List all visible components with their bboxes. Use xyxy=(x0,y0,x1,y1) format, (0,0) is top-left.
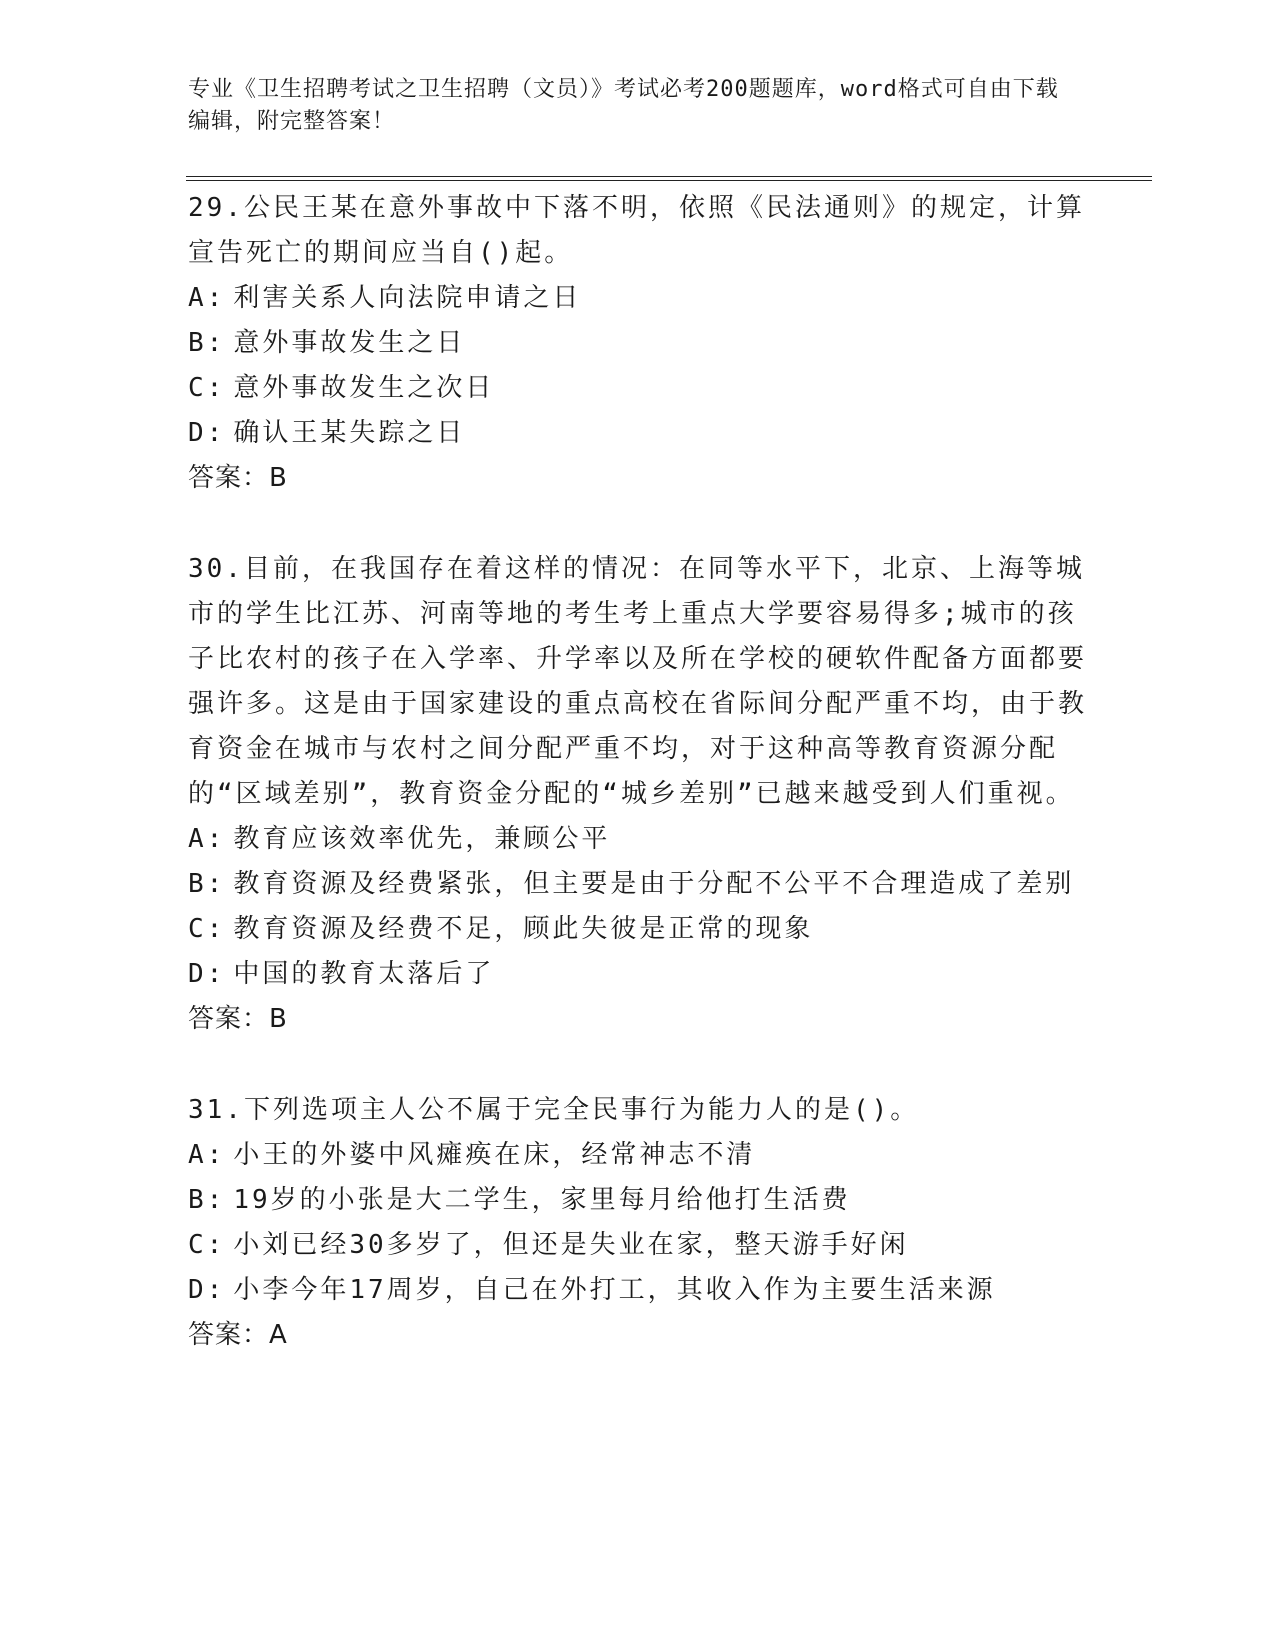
option-text: 19岁的小张是大二学生，家里每月给他打生活费 xyxy=(233,1185,851,1215)
question-list xyxy=(188,186,1088,1404)
option-key: A: xyxy=(188,283,226,313)
header-divider xyxy=(186,176,1152,181)
question-stem: 30.目前，在我国存在着这样的情况：在同等水平下，北京、上海等城市的学生比江苏、河南等地的考生考上重点大学要容易得多;城市的孩子比农村的孩子在入学率、升学率以及所在学校的硬软件配备方面都要强许多。这是由于国家建设的重点高校在省际间分配严重不均，由于教育资金在城市与农村之间分配严重不均，对于这种高等教育资源分配的“区域差别”，教育资金分配的“城乡差别”已越来越受到人们重视。 xyxy=(188,554,1088,809)
option-text: 确认王某失踪之日 xyxy=(233,418,466,448)
option-c xyxy=(188,366,1088,411)
option-key: B: xyxy=(188,869,226,899)
option-text: 教育资源及经费紧张，但主要是由于分配不公平不合理造成了差别 xyxy=(233,869,1075,899)
option-b xyxy=(188,862,1088,907)
option-text: 教育应该效率优先，兼顾公平 xyxy=(233,824,611,854)
option-text: 意外事故发生之次日 xyxy=(233,373,495,403)
question-stem: 31.下列选项主人公不属于完全民事行为能力人的是()。 xyxy=(188,1095,920,1125)
option-c xyxy=(188,1223,1088,1268)
question-31 xyxy=(188,1088,1088,1358)
answer-line: 答案：B xyxy=(188,1004,288,1034)
option-key: C: xyxy=(188,373,226,403)
option-key: C: xyxy=(188,914,226,944)
question-29 xyxy=(188,186,1088,501)
option-a xyxy=(188,1133,1088,1178)
document-header: 专业《卫生招聘考试之卫生招聘（文员）》考试必考200题题库，word格式可自由下载编辑，附完整答案！ xyxy=(188,77,1059,134)
option-b xyxy=(188,321,1088,366)
option-text: 中国的教育太落后了 xyxy=(233,959,495,989)
option-key: A: xyxy=(188,824,226,854)
answer-line: 答案：A xyxy=(188,1320,288,1350)
option-d xyxy=(188,952,1088,997)
option-a xyxy=(188,276,1088,321)
option-text: 利害关系人向法院申请之日 xyxy=(233,283,582,313)
option-c xyxy=(188,907,1088,952)
option-key: B: xyxy=(188,328,226,358)
option-key: C: xyxy=(188,1230,226,1260)
option-text: 小王的外婆中风瘫痪在床，经常神志不清 xyxy=(233,1140,756,1170)
question-30 xyxy=(188,547,1088,1042)
option-key: B: xyxy=(188,1185,226,1215)
option-d xyxy=(188,1268,1088,1313)
option-key: D: xyxy=(188,1275,226,1305)
option-d xyxy=(188,411,1088,456)
option-a xyxy=(188,817,1088,862)
option-key: A: xyxy=(188,1140,226,1170)
option-text: 小刘已经30多岁了，但还是失业在家，整天游手好闲 xyxy=(233,1230,909,1260)
option-text: 意外事故发生之日 xyxy=(233,328,466,358)
option-text: 小李今年17周岁，自己在外打工，其收入作为主要生活来源 xyxy=(233,1275,996,1305)
option-key: D: xyxy=(188,418,226,448)
answer-line: 答案：B xyxy=(188,463,288,493)
question-stem: 29.公民王某在意外事故中下落不明，依照《民法通则》的规定，计算宣告死亡的期间应当自()起。 xyxy=(188,193,1085,268)
option-key: D: xyxy=(188,959,226,989)
option-b xyxy=(188,1178,1088,1223)
option-text: 教育资源及经费不足，顾此失彼是正常的现象 xyxy=(233,914,814,944)
